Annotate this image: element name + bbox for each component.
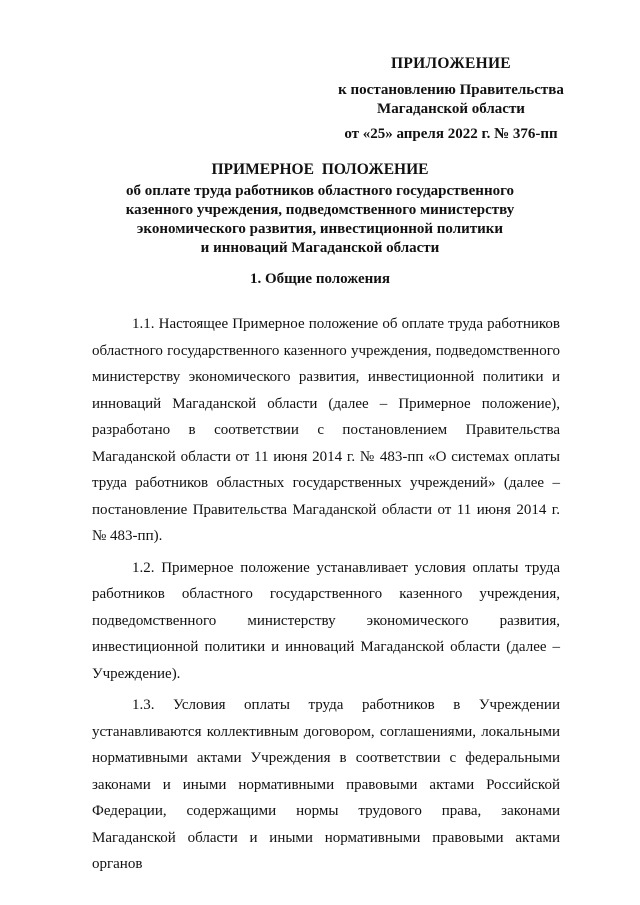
document-subtitle-line-1: об оплате труда работников областного государственного [125,183,515,199]
annex-line-2: Магаданской области [377,101,525,117]
annex-header [300,54,602,144]
document-body [92,311,560,883]
annex-title: ПРИЛОЖЕНИЕ [391,55,511,72]
document-subtitle-line-4: и инноваций Магаданской области [200,240,440,256]
document-title-block [80,160,560,258]
document-title: ПРИМЕРНОЕ ПОЛОЖЕНИЕ [211,161,429,178]
paragraph-1-3: 1.3. Условия оплаты труда работников в Учреждении устанавливаются коллективным договором, соглашениями, локальными нормативными актами Учреждения в соответствии с федеральными законами и иными нормативными правовыми актами Российской Федерации, содержащими нормы трудового права, законами Магаданской области и иными нормативными правовыми актами органов [92,697,560,872]
paragraph-1-2: 1.2. Примерное положение устанавливает условия оплаты труда работников областного государственного казенного учреждения, подведомственного министерству экономического развития, инвестиционной политики и инноваций Магаданской области (далее – Учреждение). [92,559,560,682]
document-subtitle-line-2: казенного учреждения, подведомственного министерству [125,202,515,218]
paragraph-1-1: 1.1. Настоящее Примерное положение об оплате труда работников областного государственного казенного учреждения, подведомственного министерству экономического развития, инвестиционной политики и инноваций Магаданской области (далее – Примерное положение), разработано в соответствии с постановлением Правительства Магаданской области от 11 июня 2014 г. № 483-пп «О системах оплаты труда работников областных государственных учреждений» (далее – постановление Правительства Магаданской области от 11 июня 2014 г. № 483-пп). [92,316,560,544]
section-heading: 1. Общие положения [249,271,391,287]
annex-line-1: к постановлению Правительства [338,82,564,98]
annex-date-line: от «25» апреля 2022 г. № 376-пп [344,126,558,142]
document-subtitle-line-3: экономического развития, инвестиционной политики [136,221,504,237]
